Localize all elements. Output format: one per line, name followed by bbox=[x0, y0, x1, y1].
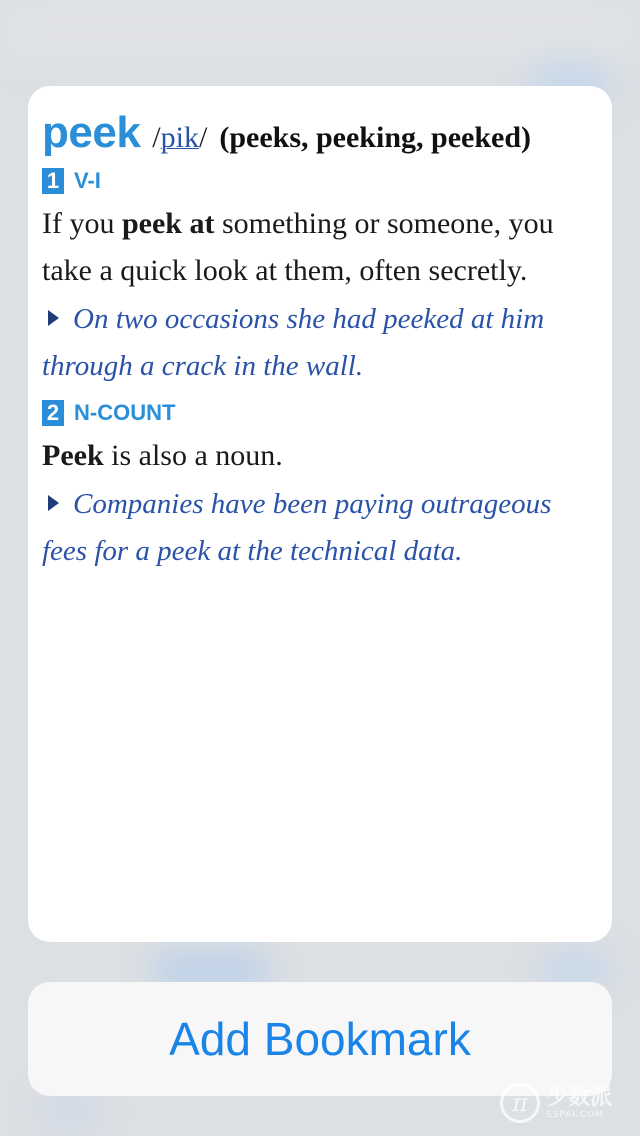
watermark-title: 少数派 bbox=[546, 1084, 613, 1110]
example-text: On two occasions she had peeked at him through a crack in the wall. bbox=[42, 303, 545, 382]
sense-example bbox=[42, 296, 598, 390]
inflected-forms: (peeks, peeking, peeked) bbox=[219, 121, 532, 154]
pronunciation bbox=[152, 121, 207, 155]
sense-definition bbox=[42, 432, 598, 479]
definition-text: If you bbox=[42, 207, 122, 240]
sense-grammar: V-I bbox=[74, 168, 101, 193]
sense-header bbox=[42, 168, 598, 194]
pronunciation-ipa[interactable]: pik bbox=[160, 121, 199, 154]
sspai-watermark bbox=[500, 1078, 630, 1128]
sense-1 bbox=[42, 168, 598, 390]
dictionary-entry bbox=[28, 86, 612, 575]
background-blur bbox=[40, 1090, 100, 1130]
triangle-right-icon bbox=[48, 495, 59, 511]
entry-headline bbox=[42, 108, 598, 158]
definition-keyword: peek at bbox=[121, 207, 215, 240]
definition-text: is also a noun. bbox=[103, 439, 283, 472]
watermark-text bbox=[546, 1084, 613, 1120]
sspai-logo: π bbox=[500, 1083, 540, 1123]
watermark-subtitle: SSPAI.COM bbox=[546, 1109, 605, 1120]
definition-text: something or someone, you take a quick look at them, often secretly. bbox=[42, 207, 554, 287]
sense-number: 1 bbox=[42, 168, 64, 194]
triangle-right-icon bbox=[48, 310, 59, 326]
example-text: Companies have been paying outrageous fees for a peek at the technical data. bbox=[42, 488, 552, 567]
sense-2 bbox=[42, 400, 598, 575]
definition-keyword: Peek bbox=[42, 439, 104, 472]
pron-slash: / bbox=[152, 121, 161, 154]
peek-preview-card[interactable] bbox=[28, 86, 612, 942]
sense-example bbox=[42, 481, 598, 575]
headword: peek bbox=[42, 108, 141, 157]
sense-definition bbox=[42, 200, 598, 294]
pron-slash: / bbox=[198, 121, 208, 154]
sense-grammar: N-COUNT bbox=[74, 400, 176, 425]
sense-number: 2 bbox=[42, 400, 64, 426]
sense-header bbox=[42, 400, 598, 426]
background-blur bbox=[0, 0, 640, 60]
add-bookmark-label: Add Bookmark bbox=[169, 1013, 471, 1065]
